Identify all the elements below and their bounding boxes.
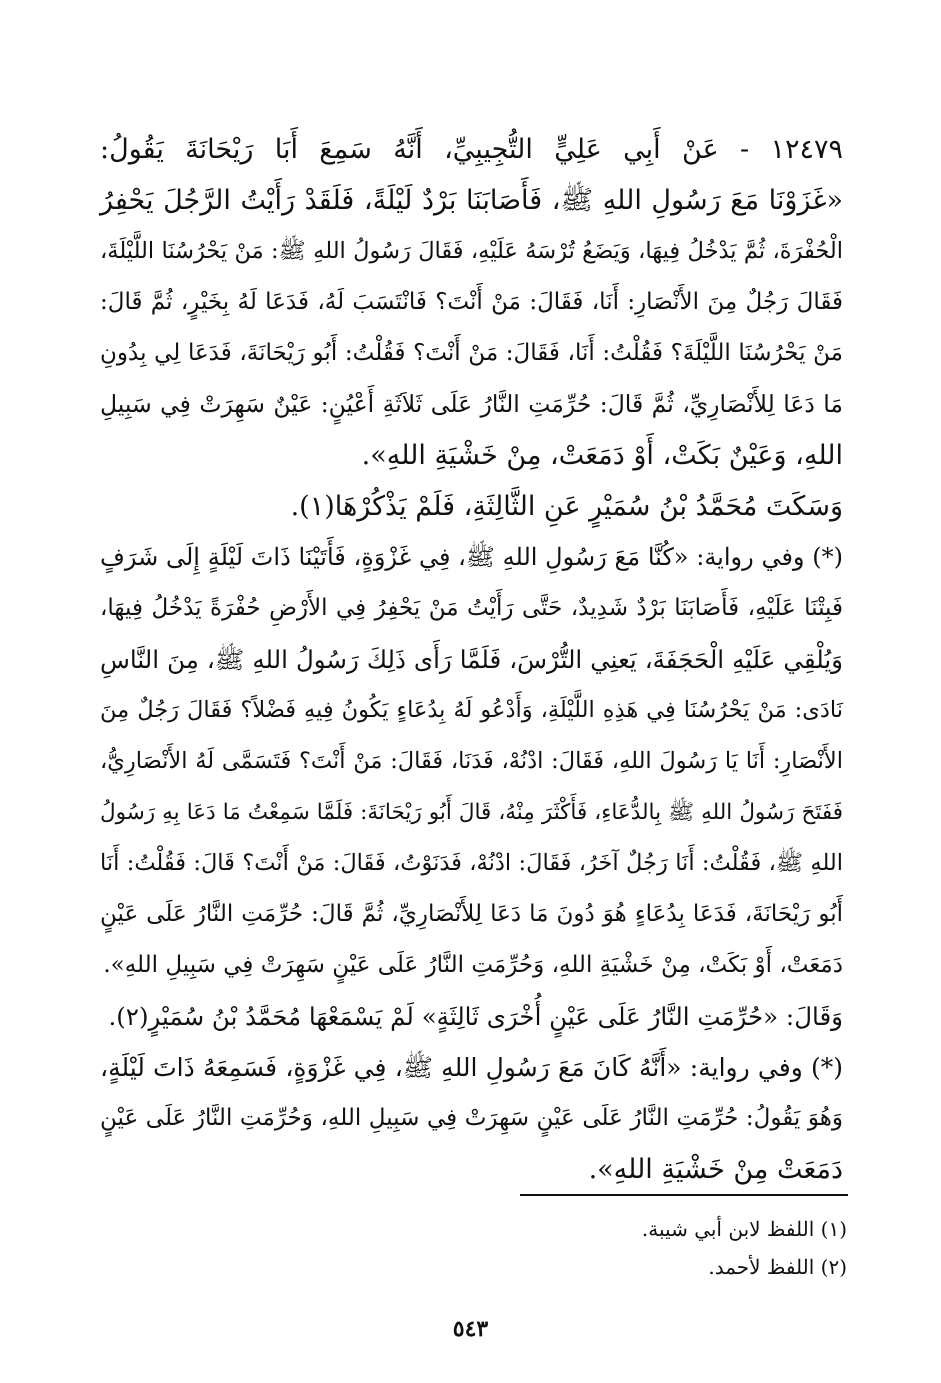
footnote-divider	[520, 1194, 848, 1196]
hadith-line: فَفَتَحَ رَسُولُ اللهِ ﷺ بِالدُّعَاءِ، فَأَكْثَرَ مِنْهُ، قَالَ أَبُو رَيْحَانَةَ: فَلَمَّا سَمِعْتُ مَا دَعَا بِهِ رَسُولُ	[100, 800, 843, 825]
hadith-line: وَيُلْقِي عَلَيْهِ الْحَجَفَةَ، يَعنِي التُّرْسَ، فَلَمَّا رَأَى ذَلِكَ رَسُولُ اللهِ ﷺ، مِنَ النَّاسِ	[100, 645, 843, 674]
hadith-line: (*) وفي رواية: «كُنَّا مَعَ رَسُولِ اللهِ ﷺ، فِي غَزْوَةٍ، فَأَتَيْنَا ذَاتَ لَيْلَةٍ إِلَى شَرَفٍ	[100, 543, 843, 571]
hadith-line: نَادَى: مَنْ يَحْرُسُنَا فِي هَذِهِ اللَّيْلَةِ، وَأَدْعُو لَهُ بِدُعَاءٍ يَكُونُ فِيهِ فَضْلاً؟ فَقَالَ رَجُلٌ مِنَ	[100, 697, 843, 723]
hadith-line: مَنْ يَحْرُسُنَا اللَّيْلَةَ؟ فَقُلْتُ: أَنَا، فَقَالَ: مَنْ أَنْتَ؟ فَقُلْتُ: أَبُو رَيْحَانَةَ، فَدَعَا لِي بِدُونِ	[100, 340, 843, 366]
footnotes	[642, 1210, 847, 1286]
hadith-line: اللهِ، وَعَيْنٌ بَكَتْ، أَوْ دَمَعَتْ، مِنْ خَشْيَةِ اللهِ».	[361, 440, 843, 471]
hadith-line: وَقَالَ: «حُرِّمَتِ النَّارُ عَلَى عَيْنٍ أُخْرَى ثَالِثَةٍ» لَمْ يَسْمَعْهَا مُحَمَّدُ بْنُ سُمَيْرٍ(٢).	[108, 1002, 843, 1031]
page-number: ٥٤٣	[452, 1316, 489, 1342]
hadith-line: «غَزَوْنَا مَعَ رَسُولِ اللهِ ﷺ، فَأَصَابَنَا بَرْدٌ لَيْلَةً، فَلَقَدْ رَأَيْتُ الرَّجُلَ يَحْفِرُ	[100, 185, 843, 216]
hadith-line: وَهُوَ يَقُولُ: حُرِّمَتِ النَّارُ عَلَى عَيْنٍ سَهِرَتْ فِي سَبِيلِ اللهِ، وَحُرِّمَتِ النَّارُ عَلَى عَيْنٍ	[100, 1105, 843, 1131]
hadith-line: فَبِتْنَا عَلَيْهِ، فَأَصَابَنَا بَرْدٌ شَدِيدٌ، حَتَّى رَأَيْتُ مَنْ يَحْفِرُ فِي الأَرْضِ حُفْرَةً يَدْخُلُ فِيهَا،	[100, 595, 843, 621]
hadith-line: وَسَكَتَ مُحَمَّدُ بْنُ سُمَيْرٍ عَنِ الثَّالِثَةِ، فَلَمْ يَذْكُرْهَا(١).	[290, 491, 843, 522]
hadith-line: دَمَعَتْ، أَوْ بَكَتْ، مِنْ خَشْيَةِ اللهِ، وَحُرِّمَتِ النَّارُ عَلَى عَيْنٍ سَهِرَتْ فِي سَبِيلِ اللهِ».	[103, 952, 843, 978]
hadith-line: ١٢٤٧٩ - عَنْ أَبِي عَلِيٍّ التُّجِيبِيِّ، أَنَّهُ سَمِعَ أَبَا رَيْحَانَةَ يَقُولُ:	[100, 134, 843, 165]
hadith-line: الْحُفْرَةَ، ثُمَّ يَدْخُلُ فِيهَا، وَيَضَعُ تُرْسَهُ عَلَيْهِ، فَقَالَ رَسُولُ اللهِ ﷺ: مَنْ يَحْرُسُنَا اللَّيْلَةَ،	[100, 238, 843, 264]
hadith-line: (*) وفي رواية: «أَنَّهُ كَانَ مَعَ رَسُولِ اللهِ ﷺ، فِي غَزْوَةٍ، فَسَمِعَهُ ذَاتَ لَيْلَةٍ،	[100, 1053, 843, 1082]
hadith-line: أَبُو رَيْحَانَةَ، فَدَعَا بِدُعَاءٍ هُوَ دُونَ مَا دَعَا لِلأَنْصَارِيِّ، ثُمَّ قَالَ: حُرِّمَتِ النَّارُ عَلَى عَيْنٍ	[100, 901, 843, 927]
footnote-1: (١) اللفظ لابن أبي شيبة.	[641, 1217, 847, 1241]
hadith-line: فَقَالَ رَجُلٌ مِنَ الأَنْصَارِ: أَنَا، فَقَالَ: مَنْ أَنْتَ؟ فَانْتَسَبَ لَهُ، فَدَعَا لَهُ بِخَيْرٍ، ثُمَّ قَالَ:	[100, 289, 843, 315]
hadith-line: اللهِ ﷺ، فَقُلْتُ: أَنَا رَجُلٌ آخَرُ، فَقَالَ: ادْنُهْ، فَدَنَوْتُ، فَقَالَ: مَنْ أَنْتَ؟ قَالَ: فَقُلْتُ: أَنَا	[100, 850, 843, 876]
hadith-line: مَا دَعَا لِلأَنْصَارِيِّ، ثُمَّ قَالَ: حُرِّمَتِ النَّارُ عَلَى ثَلاَثَةِ أَعْيُنٍ: عَيْنٌ سَهِرَتْ فِي سَبِيلِ	[100, 390, 843, 418]
footnote-2: (٢) اللفظ لأحمد.	[708, 1255, 847, 1279]
hadith-line: دَمَعَتْ مِنْ خَشْيَةِ اللهِ».	[588, 1154, 843, 1185]
hadith-text	[100, 124, 843, 1195]
hadith-line: الأَنْصَارِ: أَنَا يَا رَسُولَ اللهِ، فَقَالَ: ادْنُهْ، فَدَنَا، فَقَالَ: مَنْ أَنْتَ؟ فَتَسَمَّى لَهُ الأَنْصَارِيُّ،	[100, 748, 843, 774]
